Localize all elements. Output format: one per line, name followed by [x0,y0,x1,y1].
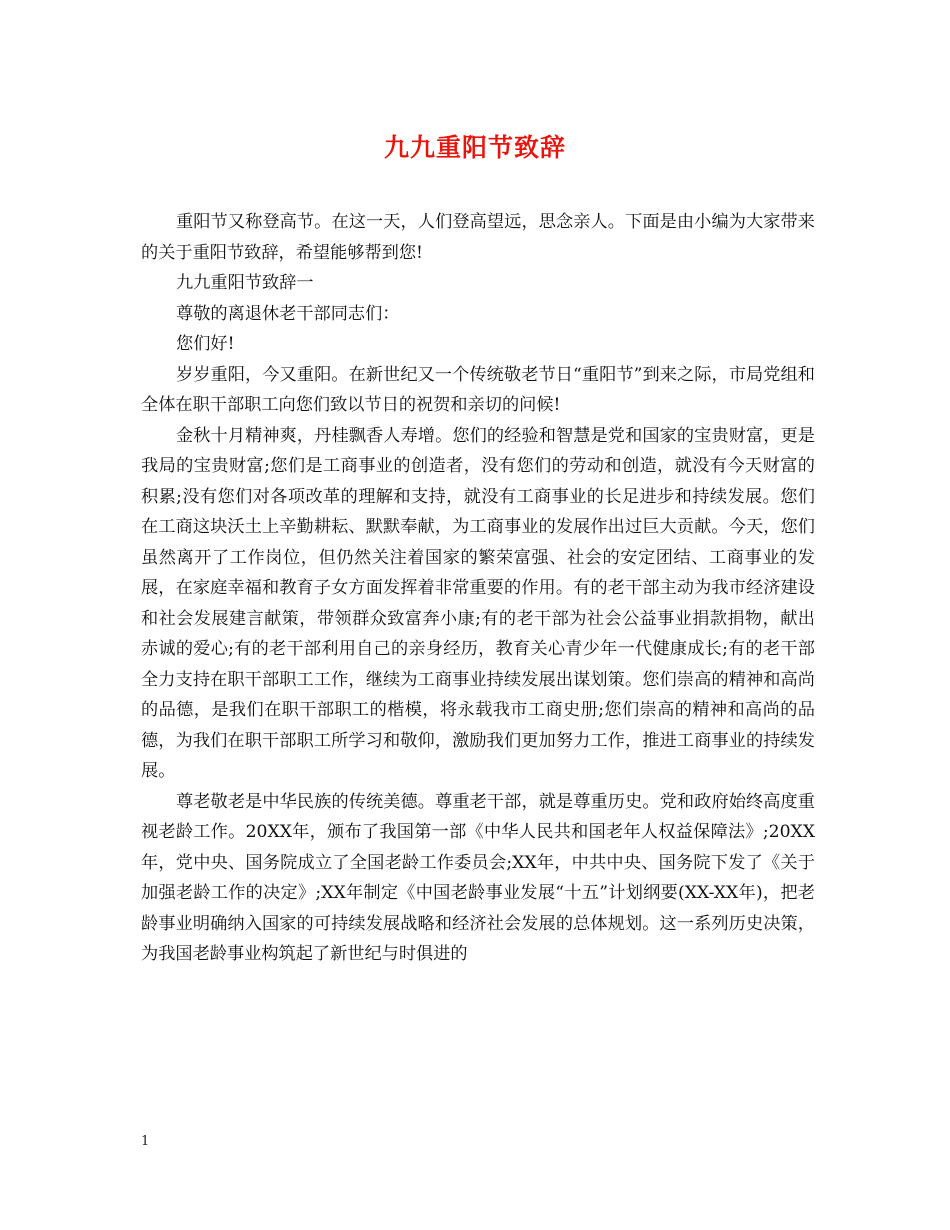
salutation: 尊敬的离退休老干部同志们： [176,303,400,324]
document-title: 九九重阳节致辞 [383,133,566,162]
section-heading: 九九重阳节致辞一 [176,273,314,293]
page-number: 1 [141,1134,150,1149]
document-body [141,207,815,970]
body-paragraph: 尊老敬老是中华民族的传统美德。尊重老干部，就是尊重历史。党和政府始终高度重视老龄工作。20XX年，颁布了我国第一部《中华人民共和国老年人权益保障法》;20XX年，党中央、国务院成立了全国老龄工作委员会;XX年，中共中央、国务院下发了《关于加强老龄工作的决定》;XX年制定《中国老龄事业发展“十五”计划纲要(XX-XX年)，把老龄事业明确纳入国家的可持续发展战略和经济社会发展的总体规划。这一系列历史决策，为我国老龄事业构筑起了新世纪与时俱进的 [141,791,815,964]
greeting: 您们好! [176,334,235,354]
body-paragraph: 岁岁重阳，今又重阳。在新世纪又一个传统敬老节日“重阳节”到来之际，市局党组和全体在职干部职工向您们致以节日的祝贺和亲切的问候! [141,364,815,415]
intro-paragraph: 重阳节又称登高节。在这一天，人们登高望远，思念亲人。下面是由小编为大家带来的关于重阳节致辞，希望能够帮到您! [141,212,815,263]
body-paragraph: 金秋十月精神爽，丹桂飘香人寿增。您们的经验和智慧是党和国家的宝贵财富，更是我局的宝贵财富;您们是工商事业的创造者，没有您们的劳动和创造，就没有今天财富的积累;没有您们对各项改革的理解和支持，就没有工商事业的长足进步和持续发展。您们在工商这块沃土上辛勤耕耘、默默奉献，为工商事业的发展作出过巨大贡献。今天，您们虽然离开了工作岗位，但仍然关注着国家的繁荣富强、社会的安定团结、工商事业的发展，在家庭幸福和教育子女方面发挥着非常重要的作用。有的老干部主动为我市经济建设和社会发展建言献策，带领群众致富奔小康;有的老干部为社会公益事业捐款捐物，献出赤诚的爱心;有的老干部利用自己的亲身经历，教育关心青少年一代健康成长;有的老干部全力支持在职干部职工工作，继续为工商事业持续发展出谋划策。您们崇高的精神和高尚的品德，是我们在职干部职工的楷模，将永载我市工商史册;您们崇高的精神和高尚的品德，为我们在职干部职工所学习和敬仰，激励我们更加努力工作，推进工商事业的持续发展。 [141,425,815,781]
